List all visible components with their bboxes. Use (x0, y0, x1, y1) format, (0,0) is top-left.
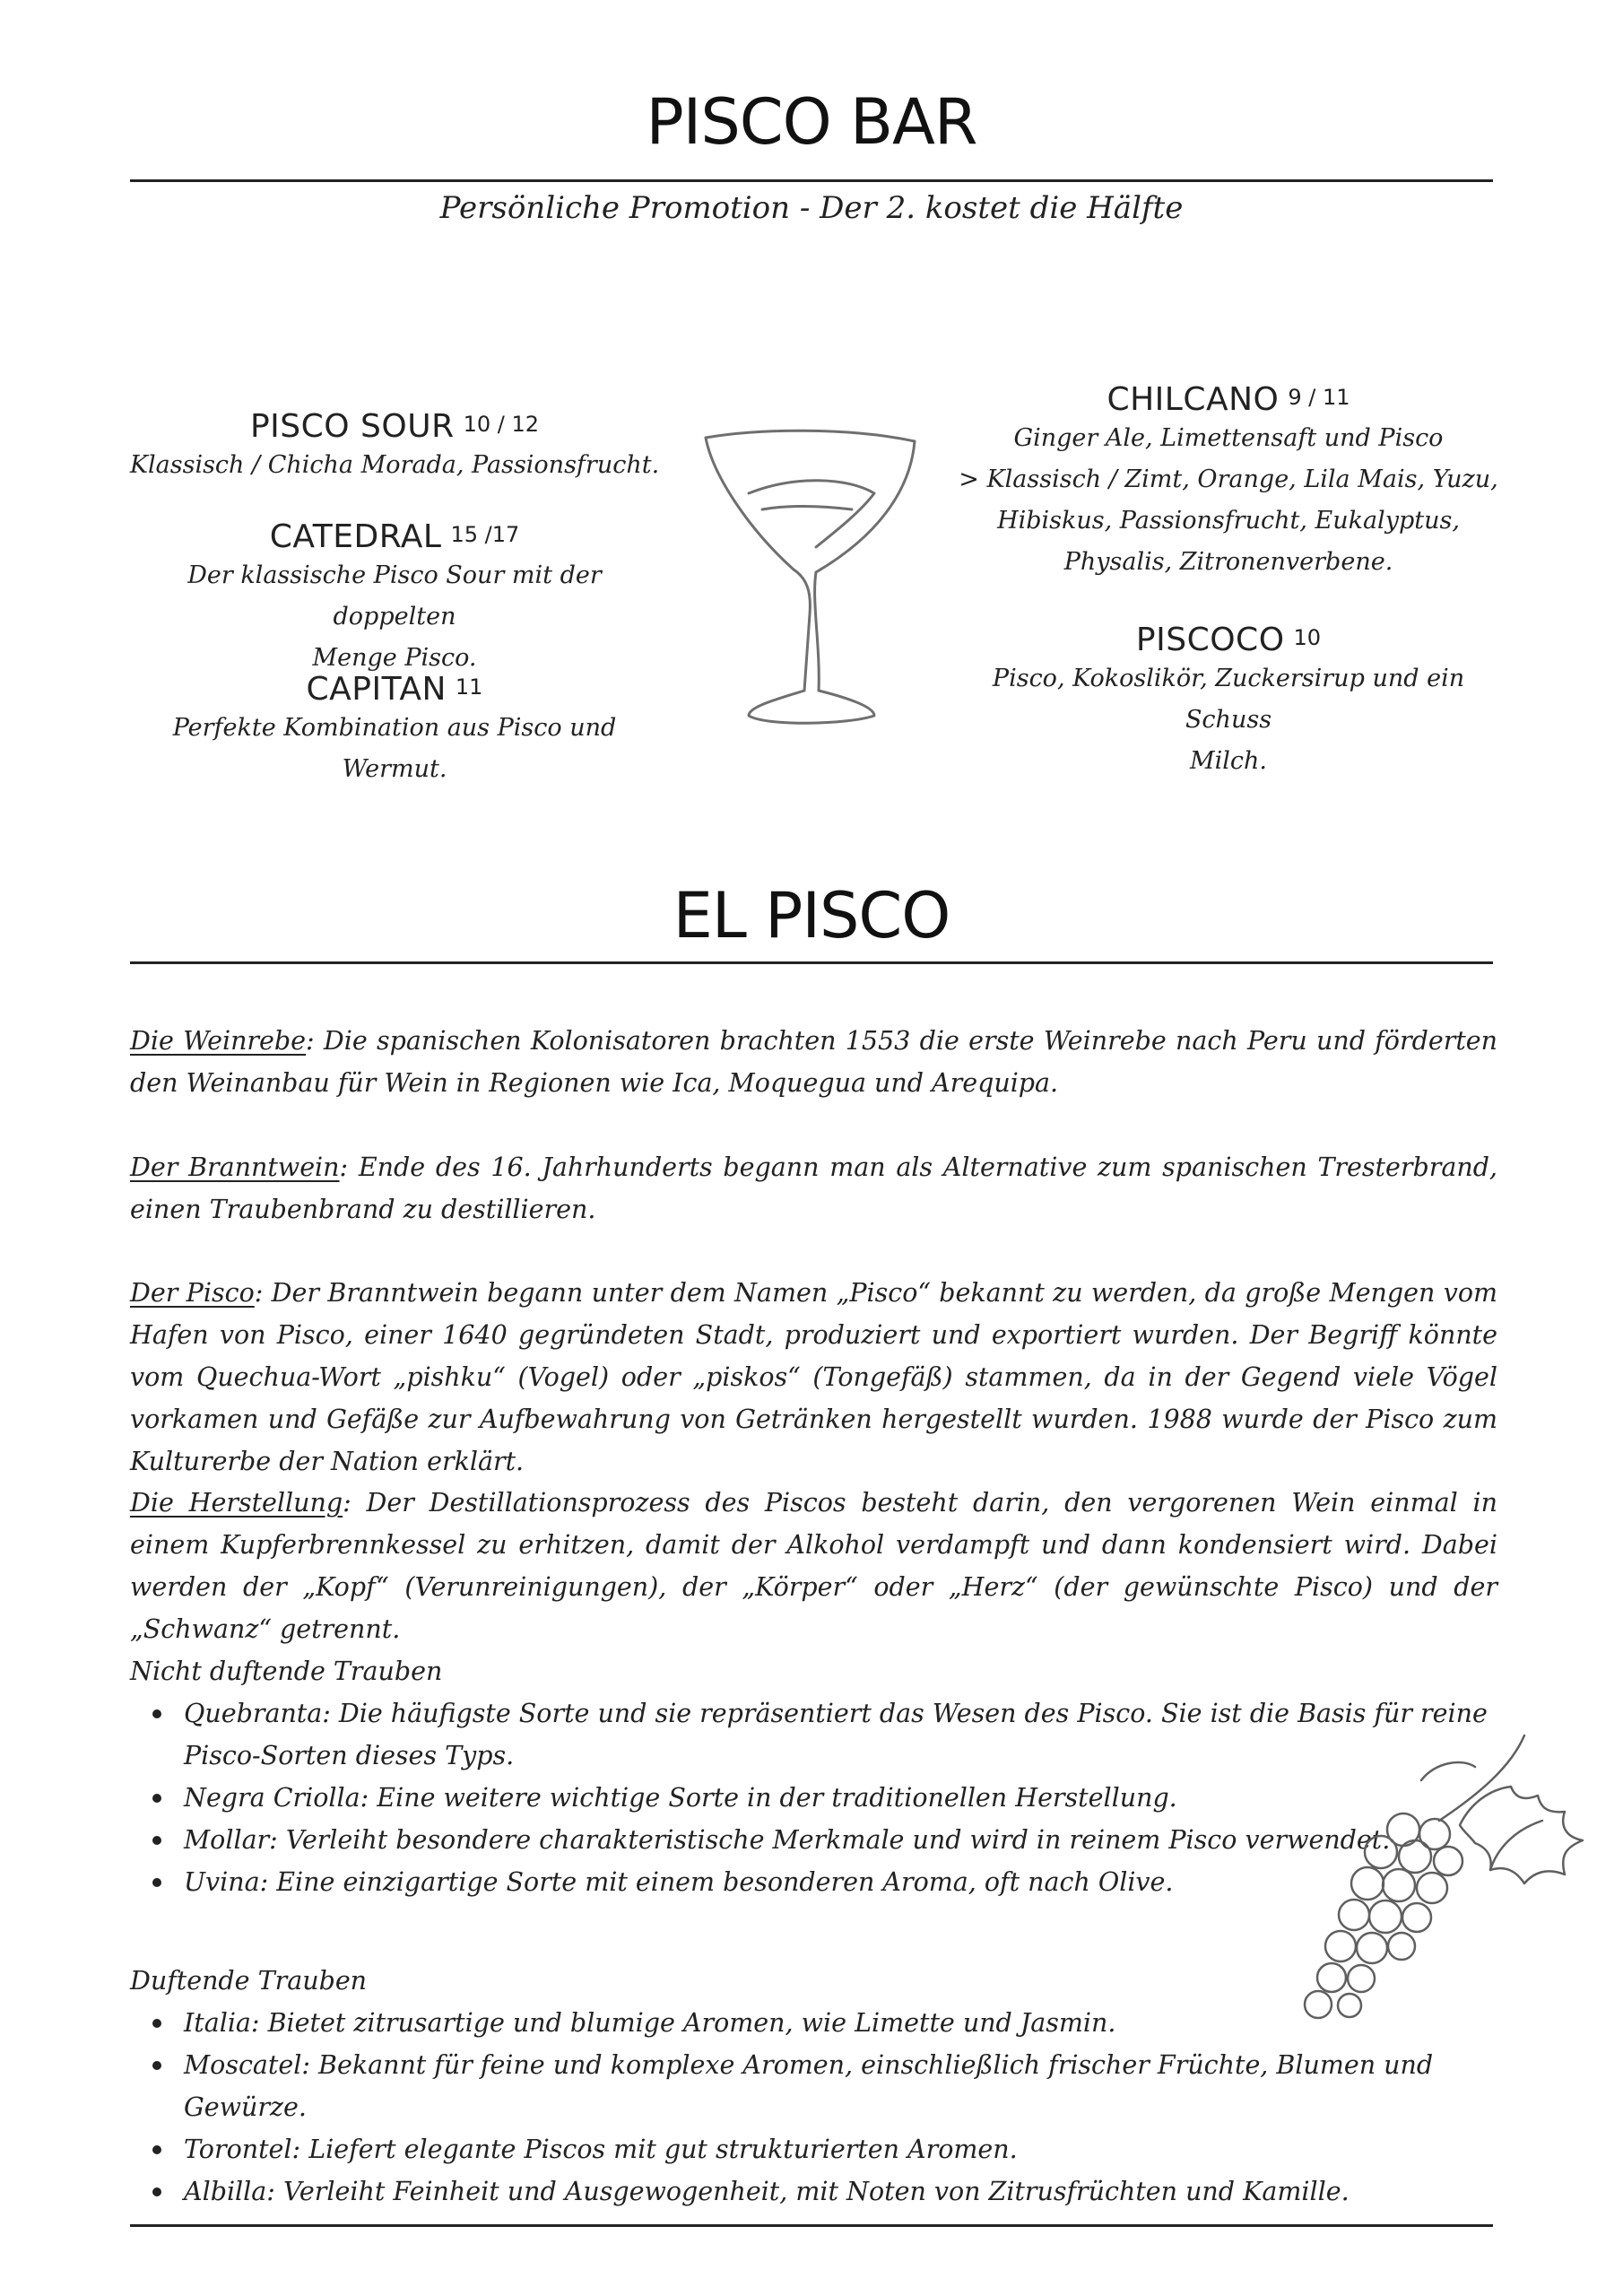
cocktail-description: Physalis, Zitronenverbene. (1063, 548, 1393, 576)
cocktail-price: 11 (455, 674, 483, 700)
list-item: Italia: Bietet zitrusartige und blumige Aromen, wie Limette und Jasmin. (130, 2002, 1497, 2044)
list-item: Uvina: Eine einzigartige Sorte mit einem besonderen Aroma, oft nach Olive. (130, 1861, 1497, 1903)
cocktail-description: > Klassisch / Zimt, Orange, Lila Mais, Yuzu, (959, 465, 1498, 493)
cocktail-price: 15 /17 (450, 522, 520, 547)
paragraph-text: : Die spanischen Kolonisatoren brachten 1553 die erste Weinrebe nach Peru und förderten den Weinanbau für Wein in Regionen wie Ica, Moquegua und Arequipa. (130, 1026, 1498, 1098)
cocktail-catedral (126, 518, 664, 679)
paragraph-text: : Der Branntwein begann unter dem Namen „Pisco“ bekannt zu werden, da große Mengen vom Hafen von Pisco, einer 1640 gegründeten Stadt, produziert und exportiert wurden. Der Begriff könnte vom Quechua-Wort „pishku“ (Vogel) oder „piskos“ (Tongefäß) stammen, da in der Gegend viele Vögel vorkamen und Gefäße zur Aufbewahrung von Getränken hergestellt wurden. 1988 wurde der Pisco zum Kulturerbe der Nation erklärt. (130, 1278, 1498, 1476)
cocktail-glass-icon (695, 422, 928, 744)
paragraph-label: Der Branntwein (130, 1152, 340, 1182)
cocktail-capitan (126, 671, 664, 790)
list-item: Moscatel: Bekannt für feine und komplexe Aromen, einschließlich frischer Früchte, Blumen und Gewürze. (130, 2044, 1497, 2128)
cocktail-description: Menge Pisco. (312, 644, 477, 672)
paragraph-pisco (130, 1272, 1497, 1483)
list-item: Quebranta: Die häufigste Sorte und sie repräsentiert das Wesen des Pisco. Sie ist die Basis für reine Pisco-Sorten dieses Typs. (130, 1692, 1497, 1777)
paragraph-label: Der Pisco (130, 1278, 255, 1308)
cocktail-description: Milch. (1189, 747, 1267, 775)
cocktail-price: 9 / 11 (1288, 385, 1350, 410)
paragraph-text: : Der Destillationsprozess des Piscos besteht darin, den vergorenen Wein einmal in einem Kupferbrennkessel zu erhitzen, damit der Alkohol verdampft und dann kondensiert wird. Dabei werden der „Kopf“ (Verunreinigungen), der „Körper“ oder „Herz“ (der gewünschte Pisco) und der „Schwanz“ getrennt. (130, 1488, 1497, 1644)
grape-heading-non-aromatic: Nicht duftende Trauben (130, 1657, 443, 1686)
footer-divider (130, 2224, 1493, 2227)
list-item: Torontel: Liefert elegante Piscos mit gut strukturierten Aromen. (130, 2128, 1497, 2170)
grape-cluster-icon (1255, 1731, 1596, 2027)
cocktail-description: Pisco, Kokoslikör, Zuckersirup und ein Schuss (992, 665, 1465, 734)
cocktail-description: Der klassische Pisco Sour mit der doppelten (187, 561, 602, 631)
paragraph-branntwein (130, 1146, 1497, 1231)
cocktail-name: CHILCANO (1107, 381, 1280, 418)
paragraph-label: Die Herstellung (130, 1488, 343, 1518)
grape-heading-aromatic: Duftende Trauben (130, 1966, 368, 1996)
list-item: Mollar: Verleiht besondere charakteristische Merkmale und wird in reinem Pisco verwendet. (130, 1819, 1497, 1861)
cocktail-price: 10 (1293, 625, 1322, 650)
section-title: EL PISCO (673, 879, 950, 952)
grape-list-aromatic (130, 2002, 1497, 2213)
list-item: Albilla: Verleiht Feinheit und Ausgewogenheit, mit Noten von Zitrusfrüchten und Kamille. (130, 2170, 1497, 2213)
paragraph-herstellung (130, 1482, 1497, 1650)
cocktail-description: Ginger Ale, Limettensaft und Pisco (1013, 424, 1444, 452)
paragraph-weinrebe (130, 1020, 1497, 1104)
paragraph-text: : Ende des 16. Jahrhunderts begann man als Alternative zum spanischen Tresterbrand, einen Traubenbrand zu destillieren. (130, 1152, 1497, 1224)
section-divider (130, 961, 1493, 964)
cocktail-description: Hibiskus, Passionsfrucht, Eukalyptus, (997, 507, 1460, 535)
cocktail-name: PISCO SOUR (249, 408, 455, 445)
list-item: Negra Criolla: Eine weitere wichtige Sorte in der traditionellen Herstellung. (130, 1777, 1497, 1819)
cocktail-description: Perfekte Kombination aus Pisco und Wermut. (172, 714, 617, 783)
cocktail-pisco-sour (126, 408, 664, 486)
cocktail-description: Klassisch / Chicha Morada, Passionsfrucht. (129, 451, 660, 479)
paragraph-label: Die Weinrebe (130, 1026, 307, 1056)
bar-title: PISCO BAR (646, 85, 977, 159)
cocktail-chilcano (950, 381, 1506, 583)
promotion-text: Persönliche Promotion - Der 2. kostet die Hälfte (439, 190, 1184, 226)
cocktail-name: CAPITAN (306, 671, 447, 708)
cocktail-piscoco (950, 622, 1506, 782)
cocktail-price: 10 / 12 (463, 412, 540, 437)
cocktail-name: CATEDRAL (269, 518, 442, 555)
header-divider (130, 179, 1493, 182)
cocktail-name: PISCOCO (1135, 622, 1285, 658)
